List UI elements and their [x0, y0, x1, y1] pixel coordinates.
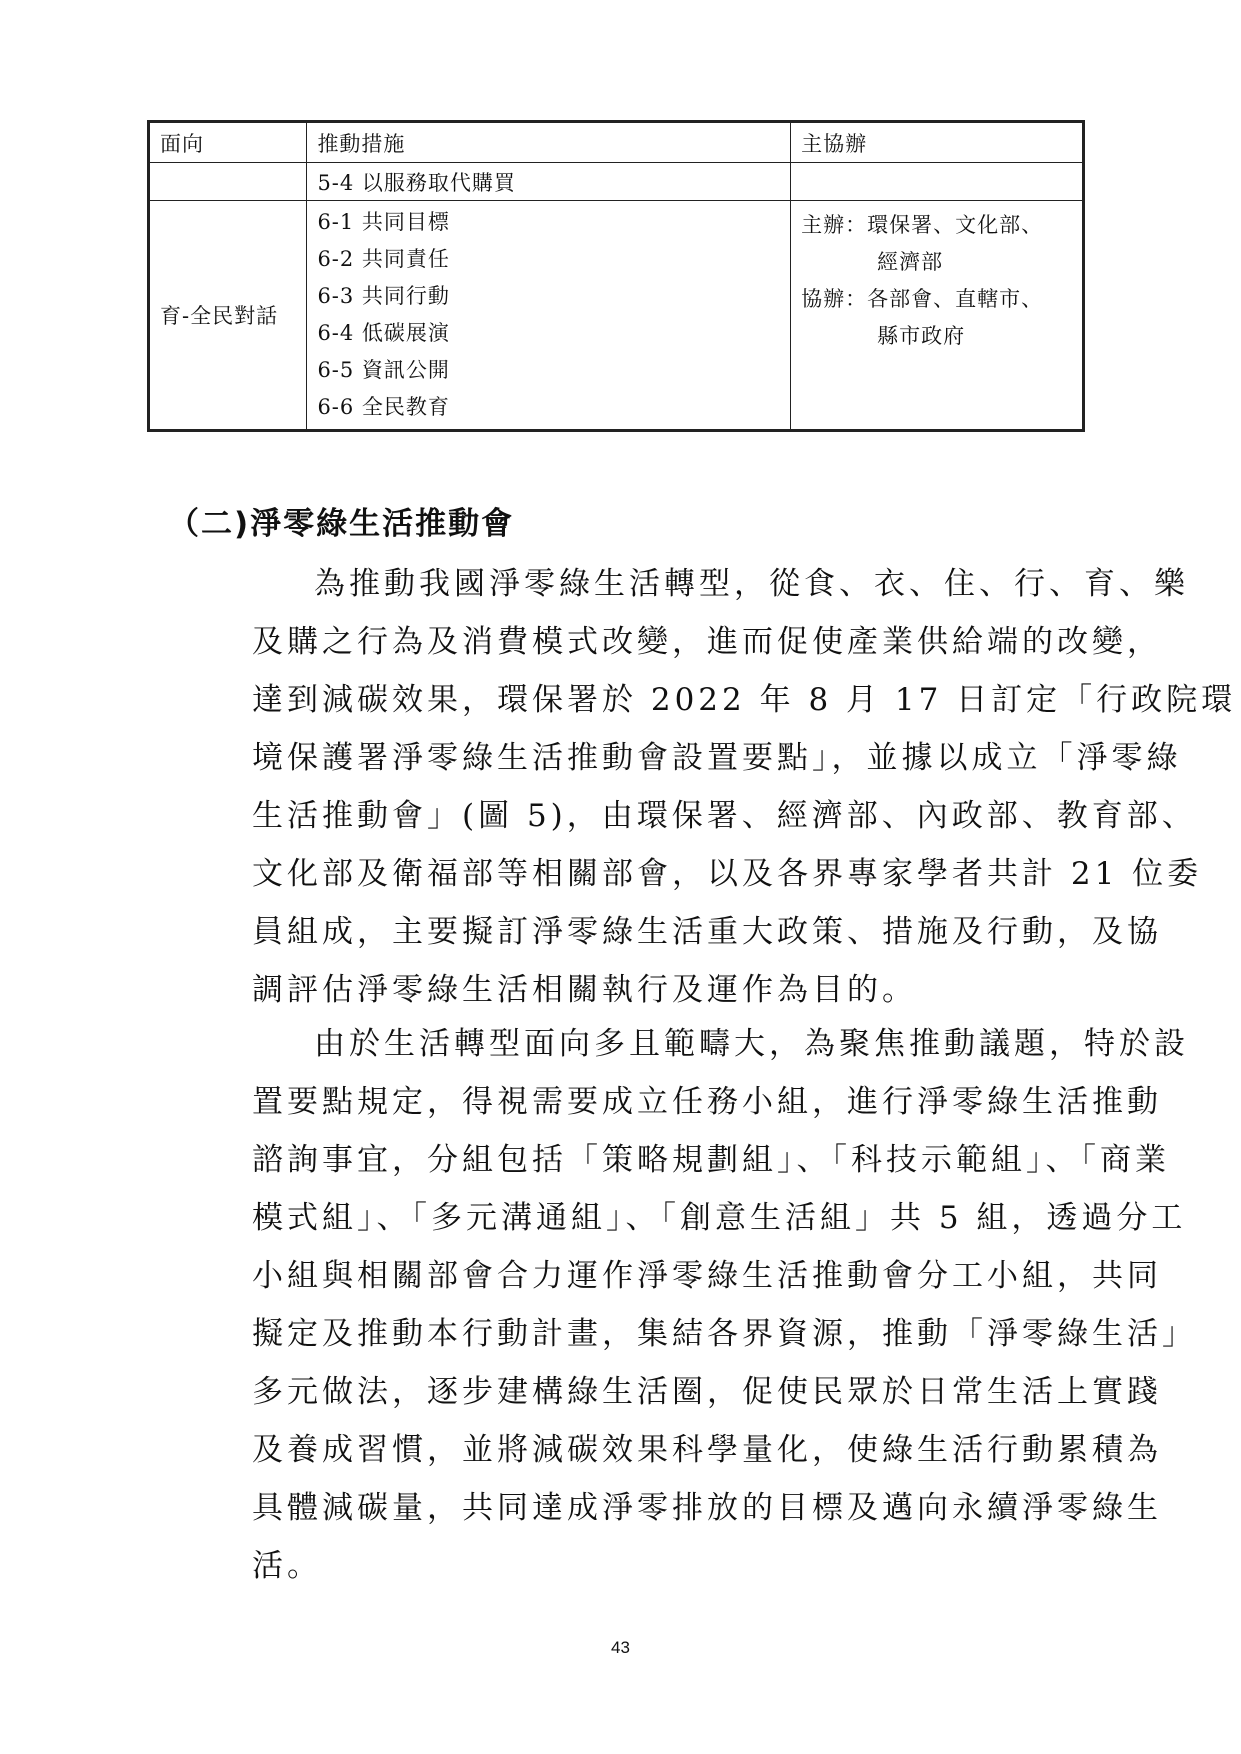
measure-item: 6-4 低碳展演	[317, 321, 450, 345]
measure-item: 6-3 共同行動	[317, 284, 450, 308]
text-line: 境保護署淨零綠生活推動會設置要點」，並據以成立「淨零綠	[252, 740, 1182, 776]
text-line: 為推動我國淨零綠生活轉型，從食、衣、住、行、育、樂	[314, 566, 1189, 602]
facet-cell: 育-全民對話	[149, 201, 307, 431]
measure-item: 6-1 共同目標	[317, 210, 450, 234]
table-row	[149, 163, 1084, 201]
measure-item: 6-2 共同責任	[317, 247, 450, 271]
measures-table	[147, 120, 1085, 432]
agency-cell	[791, 163, 1084, 201]
text-line: 達到減碳效果，環保署於 2022 年 8 月 17 日訂定「行政院環	[252, 682, 1237, 718]
header-measure: 推動措施	[307, 122, 791, 163]
co-agencies-cont: 縣市政府	[877, 324, 966, 348]
measure-cell	[307, 201, 791, 431]
measure-item: 6-6 全民教育	[317, 395, 450, 419]
table-header-row	[149, 122, 1084, 163]
header-facet: 面向	[149, 122, 307, 163]
text-line: 諮詢事宜，分組包括「策略規劃組」、「科技示範組」、「商業	[252, 1142, 1170, 1178]
co-agencies: 協辦：各部會、直轄市、	[801, 287, 1044, 311]
text-line: 及養成習慣，並將減碳效果科學量化，使綠生活行動累積為	[252, 1432, 1162, 1468]
text-line: 置要點規定，得視需要成立任務小組，進行淨零綠生活推動	[252, 1084, 1162, 1120]
facet-cell	[149, 163, 307, 201]
paragraph-1	[252, 555, 1237, 1019]
text-line: 小組與相關部會合力運作淨零綠生活推動會分工小組，共同	[252, 1258, 1162, 1294]
text-line: 及購之行為及消費模式改變，進而促使產業供給端的改變，	[252, 624, 1162, 660]
text-line: 由於生活轉型面向多且範疇大，為聚焦推動議題，特於設	[314, 1026, 1189, 1062]
lead-agencies: 主辦：環保署、文化部、	[801, 213, 1044, 237]
text-line: 生活推動會」(圖 5)，由環保署、經濟部、內政部、教育部、	[252, 798, 1197, 834]
page-number: 43	[611, 1638, 630, 1657]
text-line: 活。	[252, 1548, 322, 1584]
agency-cell	[791, 201, 1084, 431]
text-line: 多元做法，逐步建構綠生活圈，促使民眾於日常生活上實踐	[252, 1374, 1162, 1410]
text-line: 員組成，主要擬訂淨零綠生活重大政策、措施及行動，及協	[252, 914, 1162, 950]
text-line: 文化部及衛福部等相關部會，以及各界專家學者共計 21 位委	[252, 856, 1203, 892]
text-line: 擬定及推動本行動計畫，集結各界資源，推動「淨零綠生活」	[252, 1316, 1197, 1352]
table-row	[149, 201, 1084, 431]
measure-cell: 5-4 以服務取代購買	[307, 163, 791, 201]
text-line: 模式組」、「多元溝通組」、「創意生活組」共 5 組，透過分工	[252, 1200, 1187, 1236]
measure-item: 6-5 資訊公開	[317, 358, 450, 382]
section-heading: （二)淨零綠生活推動會	[168, 506, 515, 542]
lead-agencies-cont: 經濟部	[877, 250, 944, 274]
text-line: 調評估淨零綠生活相關執行及運作為目的。	[252, 972, 917, 1008]
text-line: 具體減碳量，共同達成淨零排放的目標及邁向永續淨零綠生	[252, 1490, 1162, 1526]
paragraph-2	[252, 1015, 1197, 1595]
header-agency: 主協辦	[791, 122, 1084, 163]
